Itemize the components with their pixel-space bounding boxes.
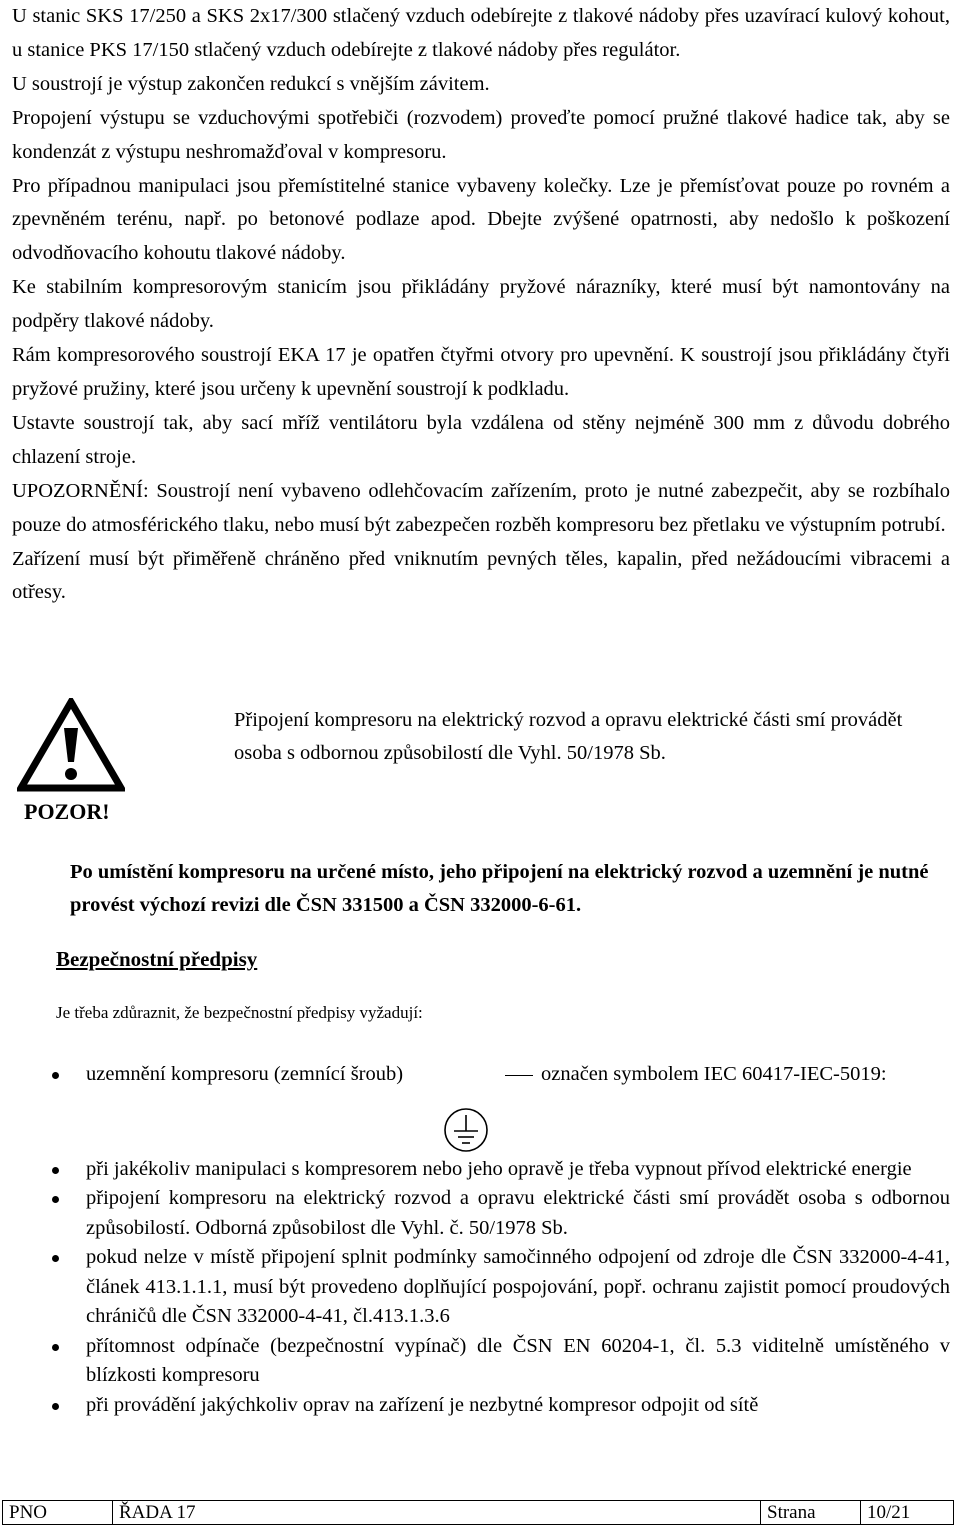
paragraph: Ustavte soustrojí tak, aby sací mříž ventilátoru byla vzdálena od stěny nejméně 300 mm z důvodu dobrého chlazení stroje. [12, 411, 950, 468]
section-intro: Je třeba zdůraznit, že bezpečnostní předpisy vyžadují: [56, 1003, 423, 1022]
list-item [0, 1060, 960, 1090]
list-item [0, 1243, 960, 1332]
footer-page-number: 10/21 [867, 1502, 911, 1523]
list-item-text: přítomnost odpínače (bezpečnostní vypínač) dle ČSN EN 60204-1, čl. 5.3 viditelně umístěného v blízkosti kompresoru [86, 1334, 950, 1386]
paragraph: U stanic SKS 17/250 a SKS 2x17/300 stlačený vzduch odebírejte z tlakové nádoby přes uzavírací kulový kohout, u stanice PKS 17/150 stlačený vzduch odebírejte z tlakové nádoby přes regulátor. [12, 5, 950, 61]
paragraph: Ke stabilním kompresorovým stanicím jsou přikládány pryžové nárazníky, které musí být namontovány na podpěry tlakové nádoby. [12, 276, 950, 333]
bullet-icon [52, 1344, 59, 1351]
paragraph: UPOZORNĚNÍ: Soustrojí není vybaveno odlehčovacím zařízením, proto je nutné zabezpečit, aby se rozbíhalo pouze do atmosférického tlaku, nebo musí být zabezpečen rozběh kompresoru bez přetlaku ve výstupním potrubí. [12, 479, 950, 536]
footer-doc-code: PNO [3, 1501, 113, 1524]
list-item-text: při jakékoliv manipulaci s kompresorem nebo jeho opravě je třeba vypnout přívod elektrické energie [86, 1157, 912, 1180]
paragraph: Propojení výstupu se vzduchovými spotřebiči (rozvodem) proveďte pomocí pružné tlakové hadice tak, aby se kondenzát z výstupu neshromažďoval v kompresoru. [12, 106, 950, 163]
paragraph: Rám kompresorového soustrojí EKA 17 je opatřen čtyřmi otvory pro upevnění. K soustrojí jsou přikládány čtyři pryžové pružiny, které jsou určeny k upevnění soustrojí k podkladu. [12, 344, 950, 400]
paragraph: U soustrojí je výstup zakončen redukcí s vnějším závitem. [12, 72, 490, 95]
body-text [12, 0, 950, 610]
bullet-icon [52, 1255, 59, 1262]
list-item [0, 1184, 960, 1243]
dash-separator [505, 1075, 533, 1077]
bullet-icon [52, 1403, 59, 1410]
bullet-icon [52, 1072, 59, 1079]
revision-notice: Po umístění kompresoru na určené místo, jeho připojení na elektrický rozvod a uzemnění je nutné provést výchozí revizi dle ČSN 331500 a ČSN 332000-6-61. [70, 861, 929, 916]
section-heading: Bezpečnostní předpisy [56, 947, 258, 971]
footer-page-label: Strana [761, 1501, 861, 1524]
warning-text: Připojení kompresoru na elektrický rozvod a opravu elektrické části smí provádět osoba s odbornou způsobilostí dle Vyhl. 50/1978 Sb. [234, 709, 903, 764]
warning-triangle-icon [17, 698, 125, 792]
ground-label: uzemnění kompresoru (zemnící šroub) [86, 1063, 404, 1085]
bullet-icon [52, 1167, 59, 1174]
protective-earth-icon [442, 1106, 490, 1154]
paragraph: Zařízení musí být přiměřeně chráněno před vniknutím pevných těles, kapalin, před nežádoucími vibracemi a otřesy. [12, 547, 950, 604]
list-item-text: pokud nelze v místě připojení splnit podmínky samočinného odpojení od zdroje dle ČSN 332000-4-41, článek 413.1.1.1, musí být provedeno doplňující pospojování, popř. ochranu zajistit pomocí proudových chráničů dle ČSN 332000-4-41, čl.413.1.3.6 [86, 1246, 950, 1327]
page-footer [2, 1500, 954, 1525]
paragraph: Pro případnou manipulaci jsou přemístitelné stanice vybaveny kolečky. Lze je přemísťovat pouze po rovném a zpevněném terénu, např. po betonové podlaze apod. Dbejte zvýšené opatrnosti, aby nedošlo k poškození odvodňovacího kohoutu tlakové nádoby. [12, 174, 950, 265]
warning-label: POZOR! [24, 799, 110, 824]
list-item-text: připojení kompresoru na elektrický rozvod a opravu elektrické části smí provádět osoba s odbornou způsobilostí. Odborná způsobilost dle Vyhl. č. 50/1978 Sb. [86, 1187, 950, 1239]
bullet-icon [52, 1196, 59, 1203]
list-item-text: při provádění jakýchkoliv oprav na zařízení je nezbytné kompresor odpojit od sítě [86, 1393, 759, 1416]
list-item [0, 1391, 960, 1421]
list-item [0, 1332, 960, 1391]
ground-symbol-text: označen symbolem IEC 60417-IEC-5019: [541, 1063, 887, 1085]
list-item [0, 1155, 960, 1185]
footer-series: ŘADA 17 [113, 1501, 761, 1524]
